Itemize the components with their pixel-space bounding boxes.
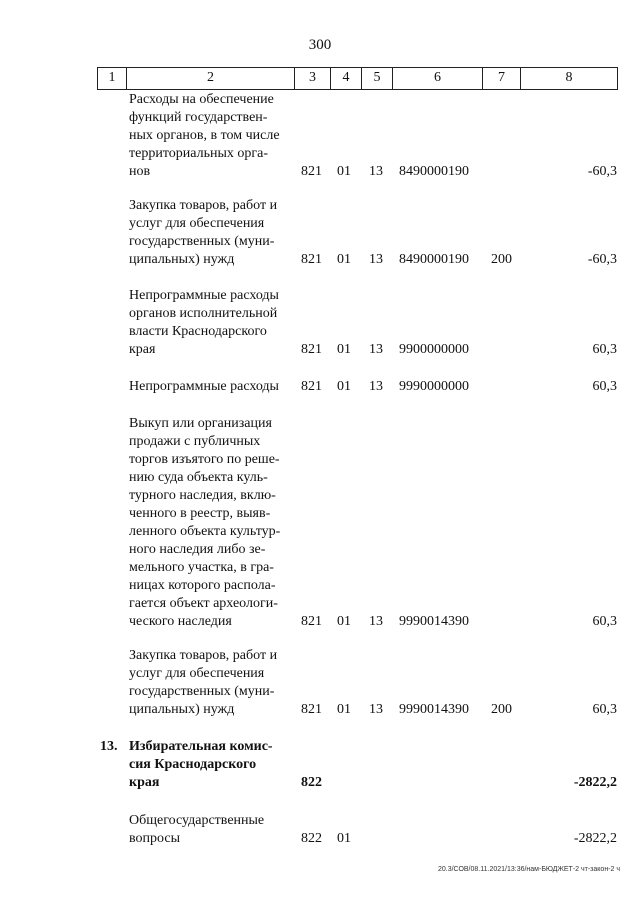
cell-target-article: 8490000190 — [399, 164, 469, 179]
cell-ministry: 821 — [301, 252, 322, 267]
section-title: Избирательная комис- сия Краснодарского края — [129, 739, 273, 790]
cell-section: 01 — [337, 379, 351, 394]
cell-ministry: 821 — [301, 614, 322, 629]
cell-target-article: 8490000190 — [399, 252, 469, 267]
cell-amount: -60,3 — [587, 164, 617, 179]
cell-amount: -2822,2 — [573, 831, 617, 846]
cell-section: 01 — [337, 614, 351, 629]
cell-section: 01 — [337, 252, 351, 267]
header-col-2: 2 — [126, 68, 294, 89]
cell-amount: 60,3 — [592, 614, 617, 629]
row-description: Закупка товаров, работ и услуг для обеспечения государственных (муни- ципальных) нужд — [129, 198, 278, 267]
cell-expense-type: 200 — [491, 702, 512, 717]
cell-section: 01 — [337, 164, 351, 179]
cell-subsection: 13 — [369, 702, 383, 717]
section-number: 13. — [100, 739, 118, 754]
header-col-6: 6 — [392, 68, 482, 89]
cell-amount: 60,3 — [592, 702, 617, 717]
header-col-7: 7 — [482, 68, 520, 89]
header-col-8: 8 — [520, 68, 618, 89]
row-description: Выкуп или организация продажи с публичных торгов изъятого по реше- нию суда объекта куль- турного наследия, вклю- ченного в реестр, выяв- ленного объекта культур- ного наследия либо зе- мельного участка, в гра- ницах которого распола- гается объект археологи- ческого наследия — [129, 416, 281, 629]
cell-amount: 60,3 — [592, 342, 617, 357]
cell-section: 01 — [337, 342, 351, 357]
cell-ministry: 822 — [301, 831, 322, 846]
cell-amount: -60,3 — [587, 252, 617, 267]
cell-subsection: 13 — [369, 614, 383, 629]
row-description: Закупка товаров, работ и услуг для обеспечения государственных (муни- ципальных) нужд — [129, 648, 278, 717]
header-col-5: 5 — [361, 68, 392, 89]
cell-target-article: 9990014390 — [399, 702, 469, 717]
row-description: Непрограммные расходы органов исполнительной власти Краснодарского края — [129, 288, 279, 357]
header-col-3: 3 — [294, 68, 330, 89]
cell-ministry: 821 — [301, 164, 322, 179]
row-description: Расходы на обеспечение функций государствен- ных органов, в том числе территориальных орга- нов — [129, 92, 280, 179]
cell-target-article: 9990014390 — [399, 614, 469, 629]
cell-target-article: 9990000000 — [399, 379, 469, 394]
cell-section: 01 — [337, 702, 351, 717]
page-number: 300 — [308, 37, 332, 53]
cell-ministry: 821 — [301, 702, 322, 717]
cell-subsection: 13 — [369, 379, 383, 394]
cell-target-article: 9900000000 — [399, 342, 469, 357]
row-description: Непрограммные расходы — [129, 379, 279, 394]
cell-ministry: 821 — [301, 379, 322, 394]
cell-expense-type: 200 — [491, 252, 512, 267]
cell-ministry: 822 — [301, 775, 322, 790]
header-col-4: 4 — [330, 68, 361, 89]
cell-amount: -2822,2 — [573, 775, 617, 790]
document-footer: 20.3/СОВ/08.11.2021/13:36/нам-БЮДЖЕТ-2 чт-закон-2 ч — [437, 866, 620, 873]
header-col-1: 1 — [97, 68, 126, 89]
cell-ministry: 821 — [301, 342, 322, 357]
cell-amount: 60,3 — [592, 379, 617, 394]
cell-section: 01 — [337, 831, 351, 846]
cell-subsection: 13 — [369, 252, 383, 267]
cell-subsection: 13 — [369, 342, 383, 357]
row-description: Общегосударственные вопросы — [129, 813, 265, 846]
cell-subsection: 13 — [369, 164, 383, 179]
